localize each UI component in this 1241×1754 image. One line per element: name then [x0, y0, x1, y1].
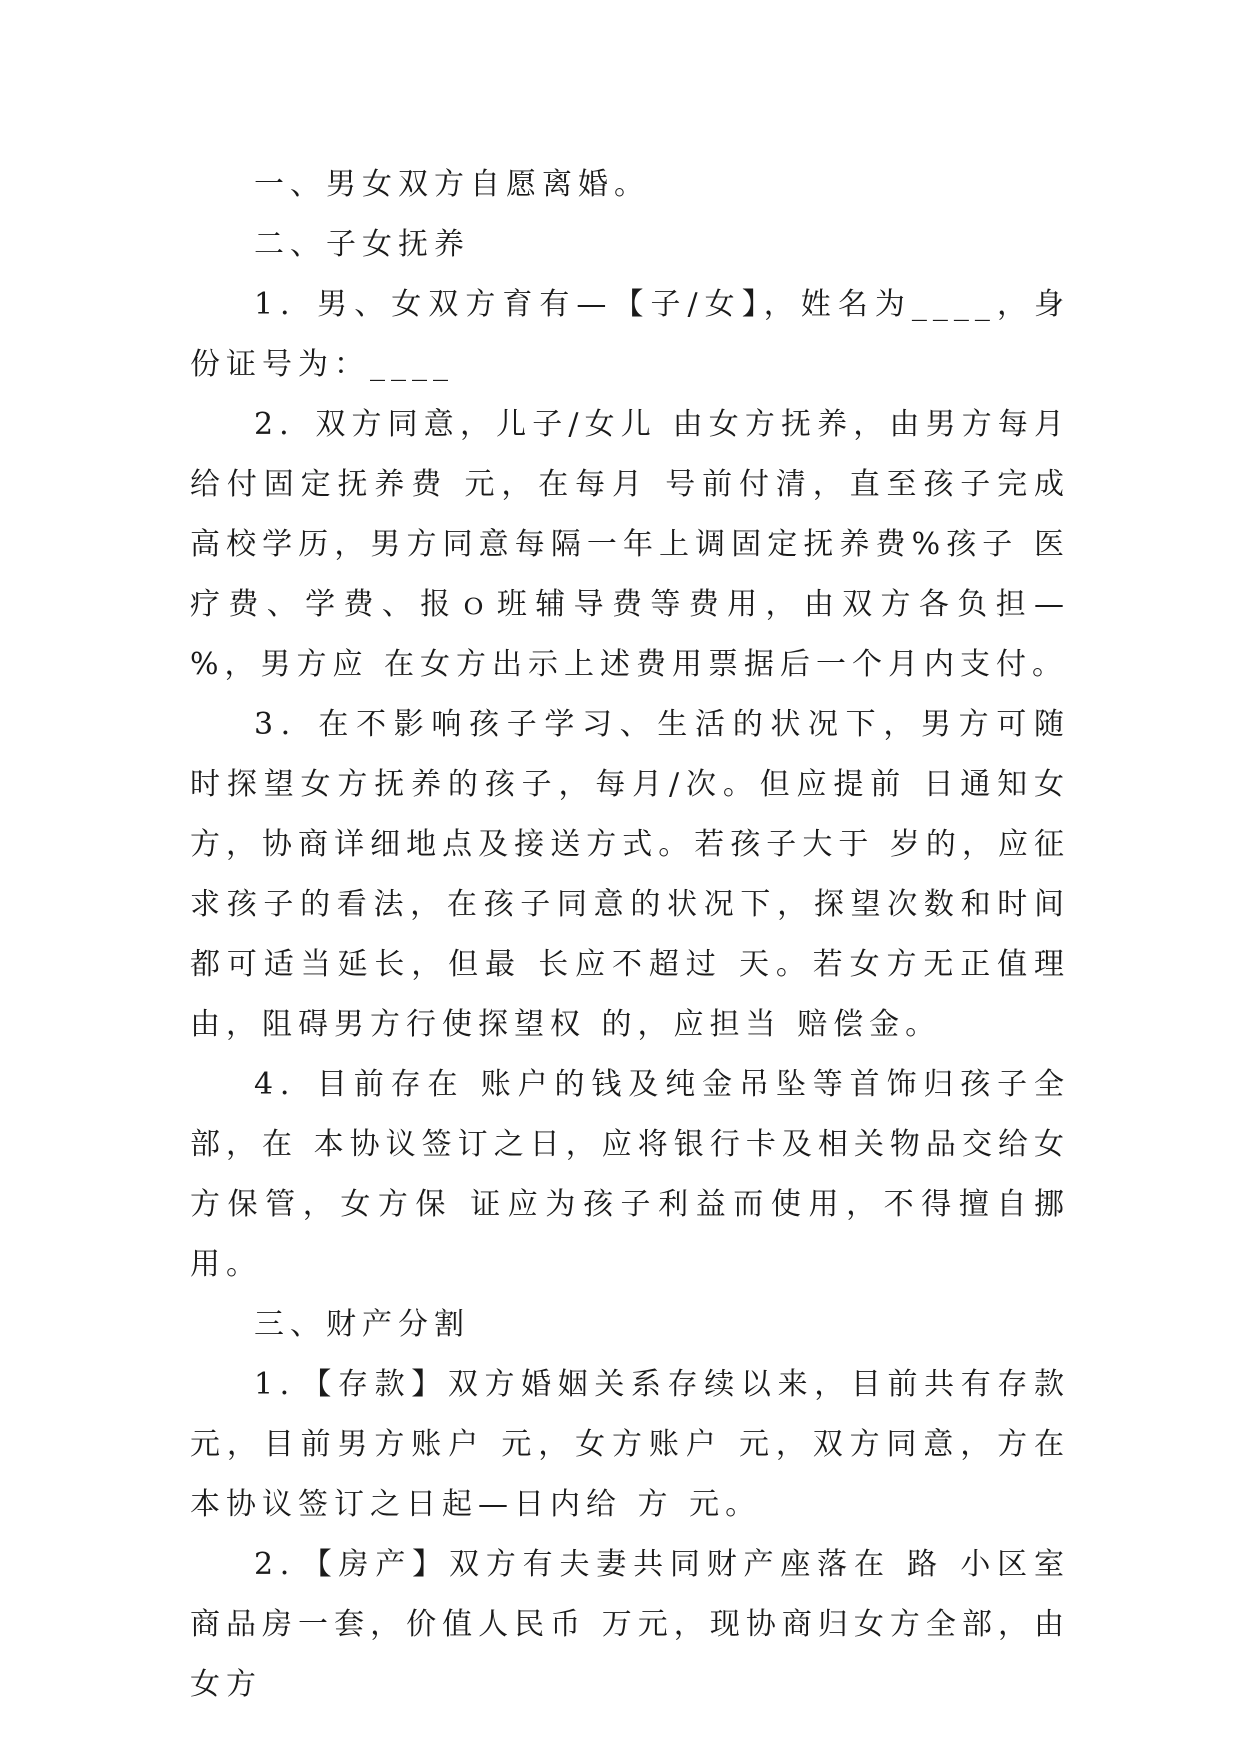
clause-2-4: 4．目前存在 账户的钱及纯金吊坠等首饰归孩子全部，在 本协议签订之日，应将银行卡及相关物品交给女方保管，女方保 证应为孩子利益而使用，不得擅自挪用。 — [190, 1067, 1070, 1282]
section-heading-3: 三、财产分割 — [254, 1307, 470, 1342]
clause-2-1: 1．男、女双方育有—【子/女】，姓名为____，身份证号为：____ — [190, 287, 1070, 382]
clause-3-1: 1．【存款】双方婚姻关系存续以来，目前共有存款 元，目前男方账户 元，女方账户 元，双方同意，方在本协议签订之日起—日内给 方 元。 — [190, 1367, 1070, 1522]
clause-2-3: 3．在不影响孩子学习、生活的状况下，男方可随时探望女方抚养的孩子，每月/次。但应提前 日通知女方，协商详细地点及接送方式。若孩子大于 岁的，应征求孩子的看法，在孩子同意的状况下，探望次数和时间都可适当延长，但最 长应不超过 天。若女方无正值理由，阻碍男方行使探望权 的，应担当 赔偿金。 — [190, 707, 1070, 1042]
section-heading-1: 一、男女双方自愿离婚。 — [254, 167, 650, 202]
section-heading-2: 二、子女抚养 — [254, 227, 470, 262]
document-page — [190, 155, 1070, 1715]
clause-2-2: 2．双方同意，儿子/女儿 由女方抚养，由男方每月给付固定抚养费 元，在每月 号前付清，直至孩子完成高校学历，男方同意每隔一年上调固定抚养费%孩子 医疗费、学费、报ｏ班辅导费等费用，由双方各负担—%，男方应 在女方出示上述费用票据后一个月内支付。 — [190, 407, 1070, 682]
clause-3-2: 2．【房产】双方有夫妻共同财产座落在 路 小区室商品房一套，价值人民币 万元，现协商归女方全部，由女方 — [190, 1547, 1070, 1702]
